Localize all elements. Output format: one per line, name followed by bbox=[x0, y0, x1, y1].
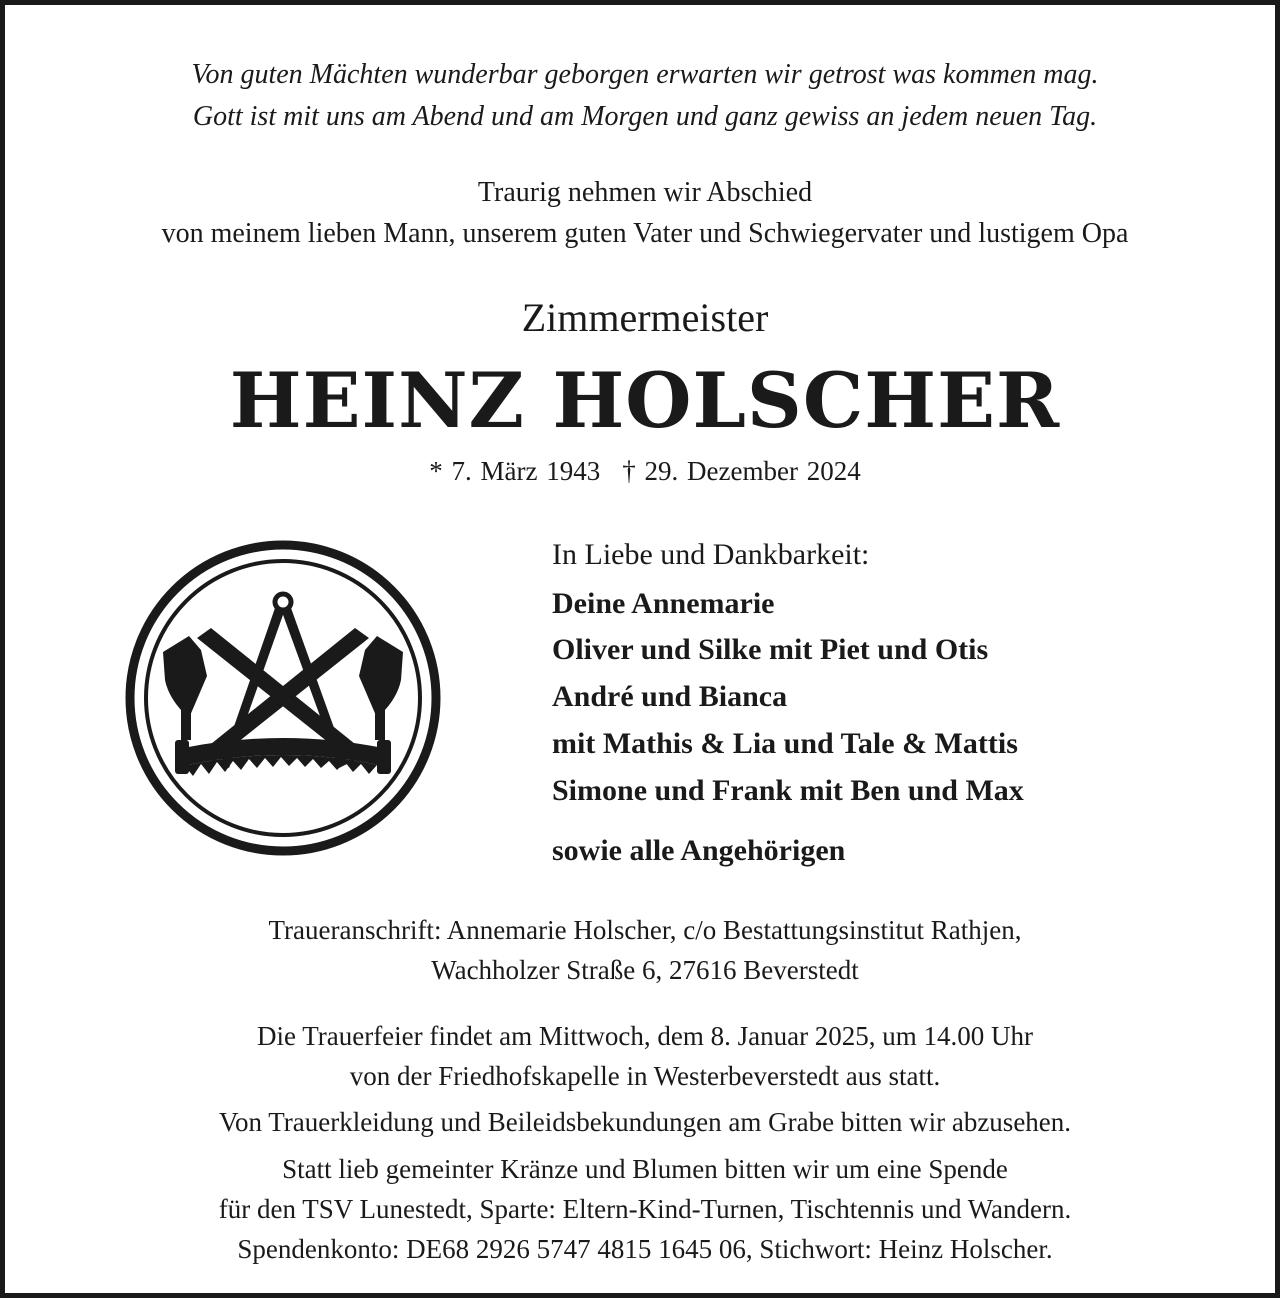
donation-line-2: für den TSV Lunestedt, Sparte: Eltern-Kind-Turnen, Tischtennis und Wandern. bbox=[218, 1194, 1072, 1224]
family-member: Oliver und Silke mit Piet und Otis bbox=[552, 633, 989, 666]
donation-line-1: Statt lieb gemeinter Kränze und Blumen bitten wir um eine Spende bbox=[282, 1154, 1008, 1184]
intro-line-1: Traurig nehmen wir Abschied bbox=[477, 177, 813, 208]
motto-line-1: Von guten Mächten wunderbar geborgen erwarten wir getrost was kommen mag. bbox=[191, 59, 1099, 90]
life-dates bbox=[5, 456, 1280, 487]
deceased-name: HEINZ HOLSCHER bbox=[229, 356, 1061, 445]
death-date: † 29. Dezember 2024 bbox=[622, 456, 861, 486]
service-line-1: Die Trauerfeier findet am Mittwoch, dem 8. Januar 2025, um 14.00 Uhr bbox=[256, 1021, 1034, 1051]
address-line-2: Wachholzer Straße 6, 27616 Beverstedt bbox=[431, 955, 859, 985]
family-heading: In Liebe und Dankbarkeit: bbox=[552, 538, 870, 571]
motto-line-2: Gott ist mit uns am Abend und am Morgen und ganz gewiss an jedem neuen Tag. bbox=[192, 101, 1098, 132]
family-member: Deine Annemarie bbox=[552, 587, 775, 620]
intro-line-2: von meinem lieben Mann, unserem guten Vater und Schwiegervater und lustigem Opa bbox=[161, 218, 1129, 249]
birth-date: * 7. März 1943 bbox=[429, 456, 601, 486]
address-line-1: Traueranschrift: Annemarie Holscher, c/o Bestattungsinstitut Rathjen, bbox=[268, 915, 1022, 945]
carpenter-guild-emblem-icon bbox=[125, 540, 441, 856]
family-member: Simone und Frank mit Ben und Max bbox=[552, 774, 1024, 807]
family-closing: sowie alle Angehörigen bbox=[552, 834, 846, 867]
donation-line-3: Spendenkonto: DE68 2926 5747 4815 1645 06, Stichwort: Heinz Holscher. bbox=[237, 1234, 1053, 1264]
service-line-3: Von Trauerkleidung und Beileidsbekundungen am Grabe bitten wir abzusehen. bbox=[218, 1107, 1072, 1137]
family-member: mit Mathis & Lia und Tale & Mattis bbox=[552, 727, 1018, 760]
profession-title: Zimmermeister bbox=[521, 295, 769, 340]
service-line-2: von der Friedhofskapelle in Westerbeverstedt aus statt. bbox=[349, 1061, 941, 1091]
family-member: André und Bianca bbox=[552, 680, 788, 713]
